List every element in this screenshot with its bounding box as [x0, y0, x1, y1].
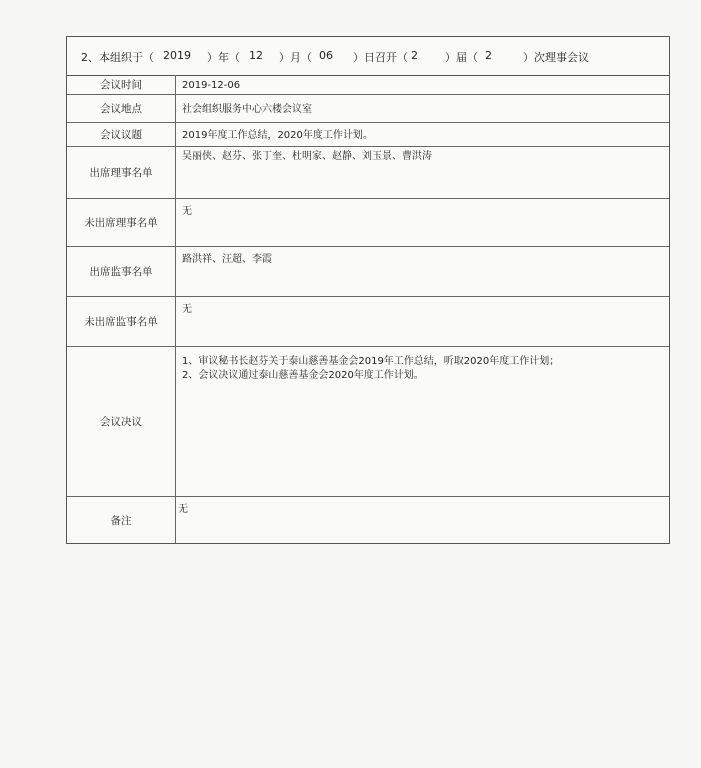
- label-meeting-topic: 会议议题: [67, 123, 176, 146]
- row-absent-supervisors: [67, 297, 669, 347]
- header-meeting-no: 2: [485, 49, 492, 62]
- label-remarks: 备注: [67, 497, 176, 543]
- value-absent-directors: 无: [182, 206, 192, 217]
- label-attending-directors: 出席理事名单: [67, 147, 176, 198]
- header-month-unit: ）月（: [279, 51, 312, 64]
- value-absent-supervisors: 无: [182, 304, 192, 315]
- value-remarks: 无: [178, 504, 188, 515]
- value-meeting-topic: 2019年度工作总结，2020年度工作计划。: [182, 130, 373, 141]
- header-day-unit: ）日召开（: [353, 51, 408, 64]
- header-session-unit: ）届（: [445, 51, 478, 64]
- label-meeting-place: 会议地点: [67, 95, 176, 122]
- row-meeting-time: [67, 75, 669, 95]
- meeting-header: [67, 37, 669, 76]
- row-meeting-place: [67, 95, 669, 123]
- value-meeting-place: 社会组织服务中心六楼会议室: [182, 104, 312, 115]
- value-attending-directors: 吴丽侠、赵芬、张丁奎、杜明家、赵静、刘玉景、曹洪涛: [182, 151, 432, 162]
- value-attending-supervisors: 路洪祥、汪超、李霞: [182, 254, 272, 265]
- row-resolution: [67, 347, 669, 497]
- header-day: 06: [319, 49, 333, 62]
- label-meeting-time: 会议时间: [67, 75, 176, 94]
- value-meeting-time: 2019-12-06: [182, 80, 241, 91]
- header-year: 2019: [163, 49, 191, 62]
- label-resolution: 会议决议: [67, 347, 176, 496]
- header-session: 2: [411, 49, 418, 62]
- header-suffix: ）次理事会议: [523, 51, 589, 64]
- header-month: 12: [249, 49, 263, 62]
- label-attending-supervisors: 出席监事名单: [67, 247, 176, 296]
- row-remarks: [67, 497, 669, 543]
- label-absent-supervisors: 未出席监事名单: [67, 297, 176, 346]
- label-absent-directors: 未出席理事名单: [67, 199, 176, 246]
- header-prefix: 2、本组织于（: [81, 51, 154, 64]
- row-absent-directors: [67, 199, 669, 247]
- resolution-line: 1、审议秘书长赵芬关于泰山慈善基金会2019年工作总结，听取2020年度工作计划；: [182, 356, 560, 367]
- meeting-record-table: [66, 36, 670, 544]
- header-year-unit: ）年（: [207, 51, 240, 64]
- row-meeting-topic: [67, 123, 669, 147]
- row-attending-directors: [67, 147, 669, 199]
- value-resolution: [182, 355, 665, 383]
- resolution-line: 2、会议决议通过泰山慈善基金会2020年度工作计划。: [182, 370, 424, 381]
- row-attending-supervisors: [67, 247, 669, 297]
